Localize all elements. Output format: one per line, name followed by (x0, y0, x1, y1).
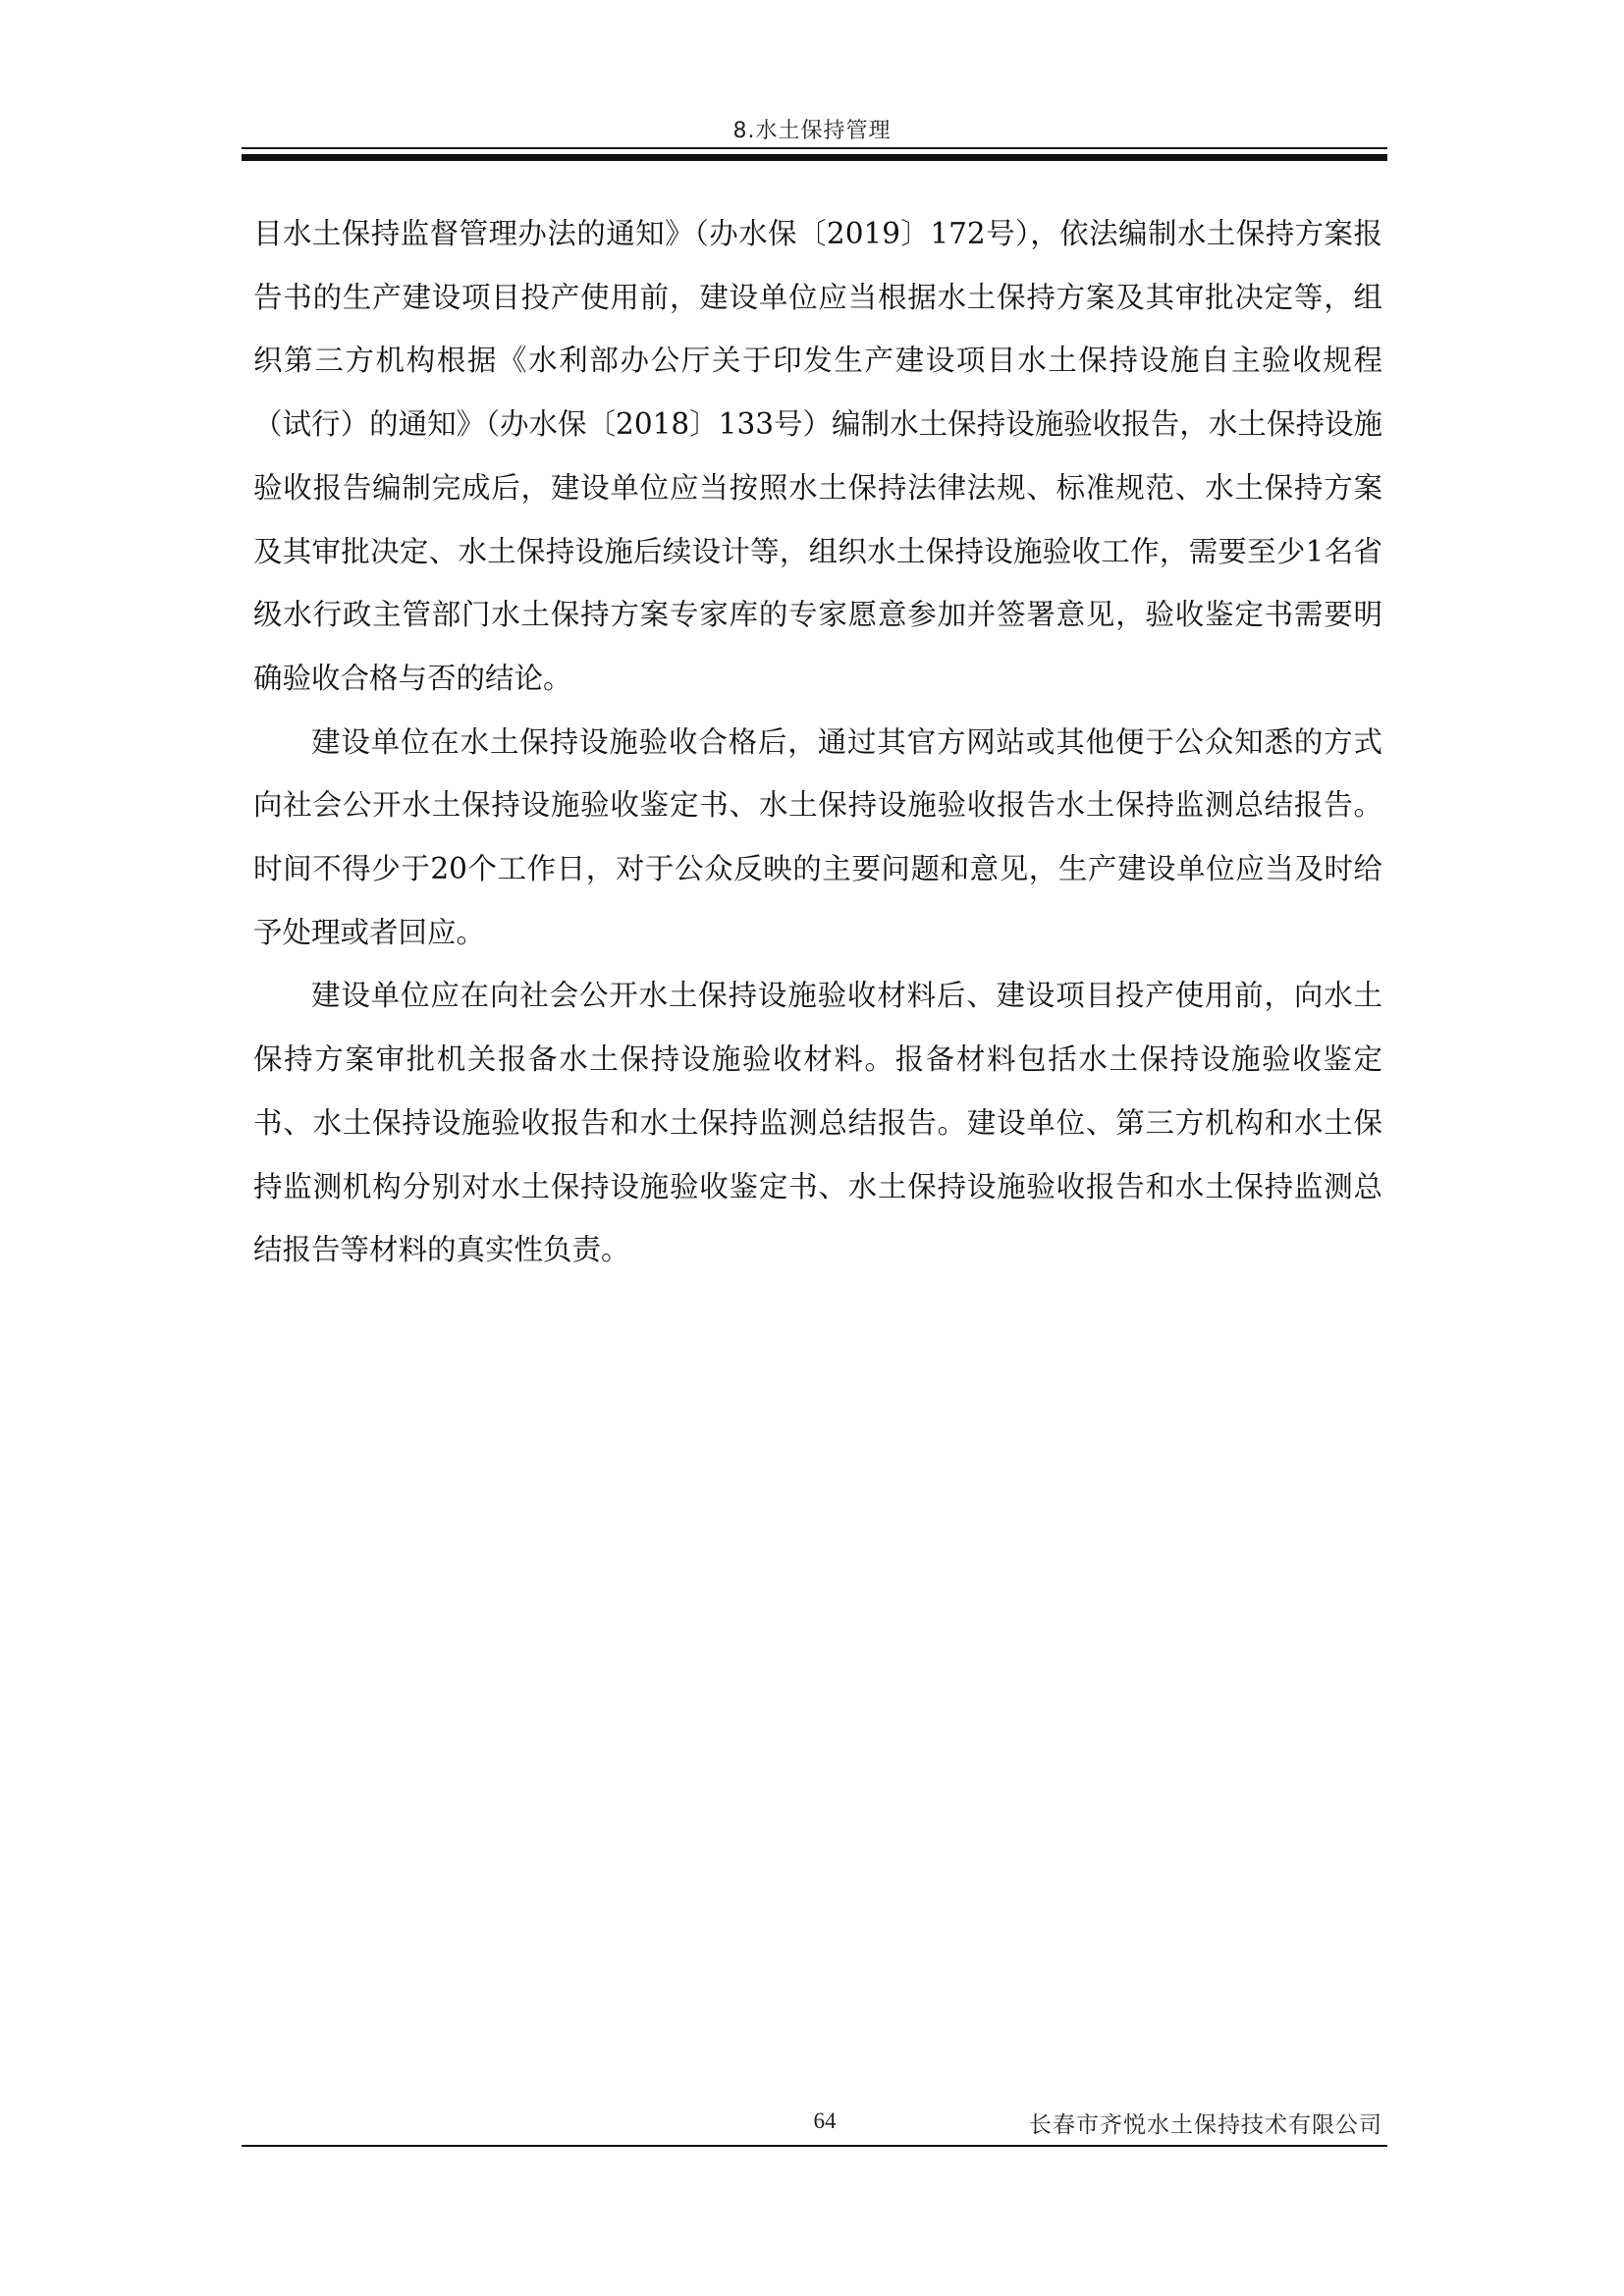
document-body (253, 202, 1382, 1282)
paragraph-filing-materials: 建设单位应在向社会公开水土保持设施验收材料后、建设项目投产使用前，向水土保持方案审批机关报备水土保持设施验收材料。报备材料包括水土保持设施验收鉴定书、水土保持设施验收报告和水土保持监测总结报告。建设单位、第三方机构和水土保持监测机构分别对水土保持设施验收鉴定书、水土保持设施验收报告和水土保持监测总结报告等材料的真实性负责。 (253, 979, 1382, 1267)
paragraph-public-disclosure: 建设单位在水土保持设施验收合格后，通过其官方网站或其他便于公众知悉的方式向社会公开水土保持设施验收鉴定书、水土保持设施验收报告水土保持监测总结报告。时间不得少于20个工作日，对于公众反映的主要问题和意见，生产建设单位应当及时给予处理或者回应。 (253, 724, 1382, 949)
footer-divider (242, 2145, 1387, 2147)
paragraph-continuation: 目水土保持监督管理办法的通知》（办水保〔2019〕172号），依法编制水土保持方案报告书的生产建设项目投产使用前，建设单位应当根据水土保持方案及其审批决定等，组织第三方机构根据《水利部办公厅关于印发生产建设项目水土保持设施自主验收规程（试行）的通知》（办水保〔2018〕133号）编制水土保持设施验收报告，水土保持设施验收报告编制完成后，建设单位应当按照水土保持法律法规、标准规范、水土保持方案及其审批决定、水土保持设施后续设计等，组织水土保持设施验收工作，需要至少1名省级水行政主管部门水土保持方案专家库的专家愿意参加并签署意见，验收鉴定书需要明确验收合格与否的结论。 (253, 217, 1382, 695)
page-number: 64 (813, 2109, 837, 2133)
header-divider-thick (242, 154, 1387, 161)
page-header-title: 8.水土保持管理 (732, 119, 892, 143)
footer-company-name: 长春市齐悦水土保持技术有限公司 (1029, 2112, 1382, 2138)
header-divider-thin (242, 147, 1387, 149)
